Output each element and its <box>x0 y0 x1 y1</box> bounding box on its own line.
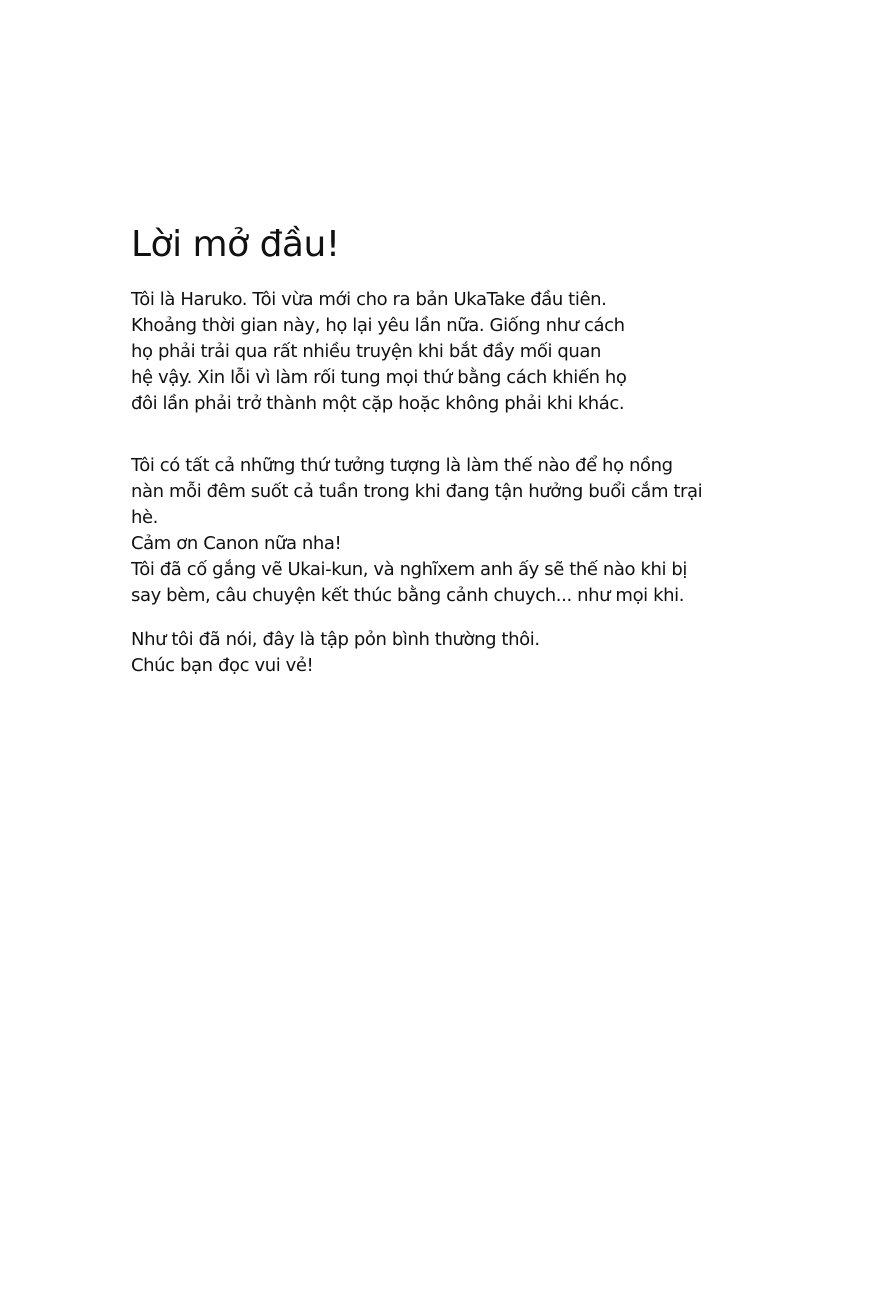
text-line: Khoảng thời gian này, họ lại yêu lần nữa. Giống như cách <box>131 315 625 336</box>
paragraph-closing <box>131 627 540 679</box>
text-line: hệ vậy. Xin lỗi vì làm rối tung mọi thứ bằng cách khiến họ <box>131 367 627 388</box>
text-line: nàn mỗi đêm suốt cả tuần trong khi đang tận hưởng buổi cắm trại <box>131 481 703 502</box>
text-line: Tôi có tất cả những thứ tưởng tượng là làm thế nào để họ nồng <box>131 455 673 476</box>
text-line: say bèm, câu chuyện kết thúc bằng cảnh chuych... như mọi khi. <box>131 585 685 606</box>
page-title: Lời mở đầu! <box>131 224 340 265</box>
text-line: hè. <box>131 507 159 528</box>
text-line: Chúc bạn đọc vui vẻ! <box>131 655 314 676</box>
paragraph-thanks <box>131 453 702 609</box>
paragraph-intro <box>131 287 627 417</box>
text-line: họ phải trải qua rất nhiều truyện khi bắt đầy mối quan <box>131 341 602 362</box>
text-line: Như tôi đã nói, đây là tập pỏn bình thường thôi. <box>131 629 540 650</box>
text-line: Tôi đã cố gắng vẽ Ukai-kun, và nghĩxem anh ấy sẽ thế nào khi bị <box>131 559 688 580</box>
text-line: Tôi là Haruko. Tôi vừa mới cho ra bản UkaTake đầu tiên. <box>131 289 607 310</box>
text-line: Cảm ơn Canon nữa nha! <box>131 533 342 554</box>
text-line: đôi lần phải trở thành một cặp hoặc không phải khi khác. <box>131 393 625 414</box>
